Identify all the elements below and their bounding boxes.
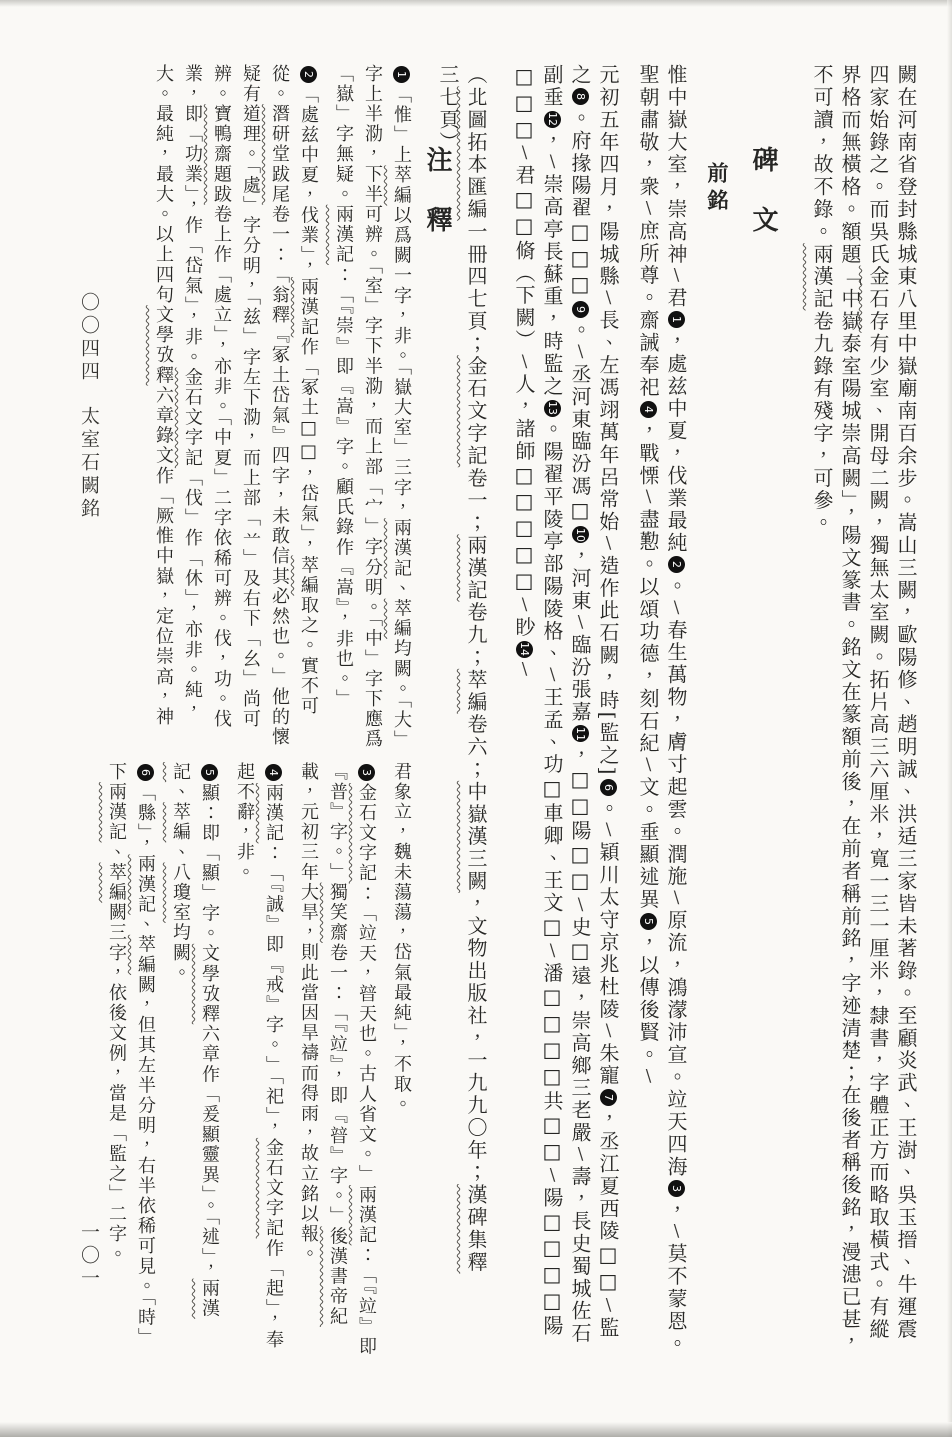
- text-run: 「處兹中夏，伐業」，: [298, 85, 319, 277]
- note-2-continued: [387, 762, 416, 1358]
- subsection-heading-qianming: 前銘: [705, 162, 730, 216]
- text-run: 均闕。「大」字上半泐，下半可辨。「室」字下半泐，而上部「宀」字分明。「中」字下應爲「嶽」字無疑。: [333, 64, 412, 751]
- book-title: 八瓊室: [170, 862, 191, 923]
- text-run: ：「『誠』即『戒』字。」「祀」，: [263, 843, 284, 1138]
- text-run: 潘□□□□共□□: [540, 962, 564, 1166]
- line-break-mark: \: [599, 288, 618, 310]
- note-1: [329, 64, 416, 754]
- book-title: 文學攷釋: [199, 943, 220, 1025]
- text-run: 文。垂顯述異: [636, 776, 660, 911]
- book-title: 金石文字記: [464, 355, 488, 468]
- note-5: [166, 762, 224, 1358]
- book-title: 金石文字記: [356, 783, 377, 884]
- item-number: 〇〇四四: [78, 292, 100, 384]
- intro-paragraph: [808, 64, 920, 1356]
- book-title: 獨笑齋: [327, 882, 348, 943]
- text-run: 、: [135, 914, 156, 935]
- text-run: ，以傳後賢。: [636, 931, 660, 1067]
- book-title: 萃編: [464, 668, 488, 714]
- text-run: 壽，長史蜀城佐石副垂: [540, 64, 592, 1345]
- text-run: 臨汾張嘉: [568, 633, 592, 724]
- text-run: 君象立，魏未蕩蕩，岱氣最純」，不取。: [391, 762, 412, 1115]
- line-break-mark: \: [667, 1221, 686, 1244]
- note-6: [102, 762, 160, 1358]
- text-run: 君: [664, 287, 688, 310]
- text-run: ：「竝天，暜天也。古人省文。」: [356, 883, 377, 1185]
- text-run: 「伐」作「休」，亦非。純，大。最純，最大。以上四句: [153, 64, 203, 721]
- book-title: 中嶽漢三闕: [464, 780, 488, 893]
- text-run: 均闕。: [170, 922, 191, 984]
- text-run: 。陽翟平陵亭部陽陵格、: [540, 418, 564, 666]
- beiwen-paragraph-2: [510, 64, 622, 1356]
- text-run: 造作此石闕，時[監之]: [596, 554, 620, 777]
- text-run: 、: [106, 842, 127, 863]
- text-run: ：「『崇』即『嵩』字。顧氏錄作『嵩』，非也。」: [333, 265, 354, 710]
- note-2: [149, 64, 323, 754]
- book-title: 萃編: [391, 165, 412, 206]
- text-run: 六章錄文作「厥惟中嶽，定位崇高，神: [153, 385, 174, 728]
- note-ref-marker: 2: [668, 556, 685, 573]
- text-run: 「惟」上: [391, 85, 412, 166]
- note-ref-marker: 11: [574, 726, 587, 741]
- line-break-mark: \: [599, 1020, 618, 1043]
- text-run: 穎川太守京兆杜陵: [596, 841, 620, 1021]
- running-head: [76, 292, 103, 521]
- text-run: 有少室、開母二闕，獨無太室闕。拓片高三六厘米，寬一三一厘米，隸書，字體正方而略取橫式。有縱界格而無橫格。額題「中嶽泰室陽城崇高闕」，陽文篆書。銘文在篆額前後，在前者稱前銘，字迹清楚；在後者稱後銘，漫漶已甚，不可讀，故不錄。: [810, 64, 890, 1354]
- note-ref-marker: 6: [600, 779, 617, 796]
- text-run: 元初五年四月，陽城縣: [596, 64, 620, 288]
- line-break-mark: \: [515, 594, 534, 617]
- section-heading-zhushi: 注釋: [422, 146, 452, 266]
- text-run: 、: [170, 782, 191, 803]
- text-run: ，丞江夏西陵□□: [596, 1108, 620, 1296]
- text-run: 長、左馮翊萬年呂常始: [596, 309, 620, 534]
- note-ref-marker: 1: [393, 66, 410, 83]
- text-run: 卷九；: [464, 601, 488, 669]
- text-run: 。: [596, 797, 620, 821]
- book-title: 兩漢記: [464, 534, 488, 602]
- text-run: 盡懃。以頌功德，刻石紀: [636, 508, 660, 756]
- book-title: 萃編: [170, 802, 191, 843]
- text-run: 君□□脩（下闕）: [512, 164, 536, 352]
- book-title: 金石存: [866, 265, 890, 333]
- text-run: 惟中嶽大室，崇高神: [664, 64, 688, 266]
- text-run: 卷一；: [464, 467, 488, 535]
- text-run: 一冊四七頁；: [464, 220, 488, 356]
- text-run: 人，諸師□□□□□: [512, 373, 536, 595]
- book-title: 兩漢記: [356, 1185, 377, 1246]
- text-run: 眇: [512, 616, 536, 639]
- note-ref-marker: 6: [137, 764, 154, 781]
- book-title: 潛研堂跋尾: [269, 104, 290, 205]
- text-run: 「縣」，: [135, 783, 156, 855]
- line-break-mark: \: [639, 1066, 658, 1088]
- note-ref-marker: 8: [572, 88, 589, 105]
- line-break-mark: \: [571, 894, 590, 917]
- book-title: 金石文字記: [263, 1137, 284, 1239]
- text-run: ，處兹中夏，伐業最純: [664, 330, 688, 555]
- note-ref-marker: 12: [546, 112, 559, 127]
- text-run: 丞河東臨汾馮□: [568, 363, 592, 525]
- notes-upper-register: [118, 64, 416, 754]
- text-run: 。府掾陽翟□□□: [568, 107, 592, 299]
- note-ref-marker: 3: [668, 1180, 685, 1197]
- text-run: 王孟、功□車卿、王文□: [540, 686, 564, 941]
- book-title: 兩漢記: [333, 204, 354, 266]
- line-break-mark: \: [639, 755, 658, 777]
- note-ref-marker: 5: [201, 764, 218, 781]
- line-break-mark: \: [543, 665, 562, 687]
- line-break-mark: \: [515, 659, 534, 682]
- line-break-mark: \: [667, 597, 686, 620]
- text-run: 卷六；: [464, 713, 488, 781]
- book-title: 萃編: [106, 862, 127, 903]
- book-title: 漢碑集釋: [464, 1184, 488, 1274]
- book-title: 兩漢記: [810, 243, 834, 311]
- text-run: 、: [391, 578, 412, 599]
- text-run: ：「『竝』即『普』字。」: [327, 762, 377, 1357]
- notes-lower-register: [106, 762, 416, 1358]
- book-title: 萃編: [391, 598, 412, 639]
- text-run: 以爲闕一字，非。「嶽大室」三字，: [391, 205, 412, 519]
- book-title: 兩漢記: [298, 277, 319, 338]
- text-run: 原流，鴻濛沛宣。竝天四海: [664, 909, 688, 1179]
- text-run: 史□遠，崇高鄉三老嚴: [568, 916, 592, 1145]
- text-run: 卷九錄有殘字，可參。: [810, 310, 834, 535]
- text-run: 朱寵: [596, 1042, 620, 1088]
- note-ref-marker: 14: [518, 642, 531, 657]
- text-run: 卷一：「『竝』，即『暜』字。」: [327, 942, 348, 1227]
- text-run: 。: [568, 319, 592, 343]
- book-title: 兩漢記: [106, 782, 127, 843]
- note-ref-marker: 2: [300, 66, 317, 83]
- book-title: 兩漢記: [135, 854, 156, 915]
- text-run: ，戰慄: [636, 420, 660, 488]
- line-break-mark: \: [667, 888, 686, 910]
- book-title: 萃編: [135, 934, 156, 976]
- line-break-mark: \: [639, 487, 658, 509]
- text-run: 卷上作「處立」，亦非。「中夏」二字依稀可辨。伐，功。伐業，即「功業」，作「岱氣」，非。: [182, 64, 232, 730]
- text-run: 闕三字，依後文例，當是「監之」二字。: [106, 902, 127, 1265]
- text-run: ，: [664, 1199, 688, 1222]
- line-break-mark: \: [515, 143, 534, 165]
- running-title: 太室石闕銘: [78, 406, 100, 521]
- note-ref-marker: 10: [574, 527, 587, 542]
- line-break-mark: \: [599, 1295, 618, 1317]
- text-run: ，河東: [568, 545, 592, 613]
- scan-edge-bottom: [0, 1422, 952, 1437]
- beiwen-text: [498, 64, 690, 1356]
- line-break-mark: \: [599, 820, 618, 842]
- text-run: 三七頁）: [436, 64, 460, 154]
- line-break-mark: \: [543, 940, 562, 963]
- note-ref-marker: 13: [546, 401, 559, 416]
- text-run: （: [464, 64, 488, 87]
- text-run: 莫不蒙恩。聖朝肅敬，衆: [636, 64, 688, 1356]
- text-run: 陽□□□□陽□□□: [512, 64, 564, 1338]
- note-ref-marker: 1: [668, 311, 685, 328]
- page-number: 一〇一: [78, 1222, 100, 1291]
- book-title: 文學攷釋: [153, 305, 174, 386]
- line-break-mark: \: [543, 1165, 562, 1187]
- text-run: 。: [664, 575, 688, 598]
- note-ref-marker: 4: [640, 401, 657, 418]
- note-3: [294, 762, 381, 1358]
- text-run: 春生萬物，膚寸起雲。潤施: [664, 619, 688, 889]
- note-4: [230, 762, 288, 1358]
- line-break-mark: \: [543, 152, 562, 174]
- line-break-mark: \: [639, 198, 658, 220]
- text-run: 庶所尊。齋誡奉祀: [636, 219, 660, 400]
- text-run: 崇高亭長蘇重，時監之: [540, 173, 564, 398]
- scan-edge-top: [0, 0, 952, 7]
- book-title: 北圖拓本匯編: [464, 86, 488, 221]
- text-run: 作「起」，奉起不辭，非。: [234, 762, 284, 1351]
- line-break-mark: \: [667, 265, 686, 288]
- section-heading-beiwen: 碑文: [748, 146, 778, 266]
- scan-edge-right: [947, 0, 952, 1437]
- beiwen-paragraph-1: [634, 64, 690, 1356]
- book-title: 兩漢記: [170, 762, 220, 1319]
- text-run: 監之: [568, 64, 620, 1340]
- text-run: 闕在河南省登封縣城東八里中嶽廟南百余步。嵩山三闕，歐陽修、趙明誠、洪适三家皆未著錄。至顧炎武、王澍、吳玉搢、牛運震四家始錄之。而吳氏: [866, 64, 918, 1341]
- book-title: 寶鴨齋題跋: [211, 104, 232, 205]
- text-run: 、: [170, 842, 191, 863]
- text-run: 取之。實不可從。: [269, 64, 319, 717]
- line-break-mark: \: [599, 533, 618, 555]
- text-run: 闕，但其左半分明，右半依稀可見。「時」下: [106, 762, 156, 1348]
- text-run: 卷一：「翁釋『冢土岱氣』四字，未敢信其必然也。」他的懷疑有道理。「處」字分明，「兹」字左下泐，而上部「䒑」及右下「幺」尚可辨。: [211, 64, 290, 748]
- note-ref-marker: 3: [358, 764, 375, 781]
- book-title: 金石文字記: [182, 367, 203, 469]
- book-title: 萃編: [298, 555, 319, 596]
- text-run: 作「冢土□□，岱氣」，: [298, 337, 319, 556]
- line-break-mark: \: [571, 342, 590, 364]
- text-run: ，□□陽□□: [568, 744, 592, 895]
- text-run: 載，元初三年大旱，則此當因旱禱而得雨，故立銘以報。: [298, 762, 319, 1265]
- text-run: 顯：即「顯」字。: [199, 783, 220, 944]
- text-run: ，文物出版社，一九九〇年；: [464, 892, 488, 1185]
- line-break-mark: \: [571, 612, 590, 634]
- line-break-mark: \: [515, 351, 534, 374]
- book-title: 兩漢記: [391, 518, 412, 579]
- text-run: 六章作「爰顯靈異」。「述」，: [199, 1024, 220, 1279]
- text-run: ，: [540, 129, 564, 153]
- note-ref-marker: 9: [572, 301, 589, 318]
- note-ref-marker: 5: [640, 913, 657, 930]
- book-title: 後漢書帝紀: [327, 1226, 348, 1327]
- note-ref-marker: 4: [265, 764, 282, 781]
- line-break-mark: \: [571, 1144, 590, 1166]
- book-title: 兩漢記: [263, 783, 284, 844]
- note-ref-marker: 7: [600, 1089, 617, 1106]
